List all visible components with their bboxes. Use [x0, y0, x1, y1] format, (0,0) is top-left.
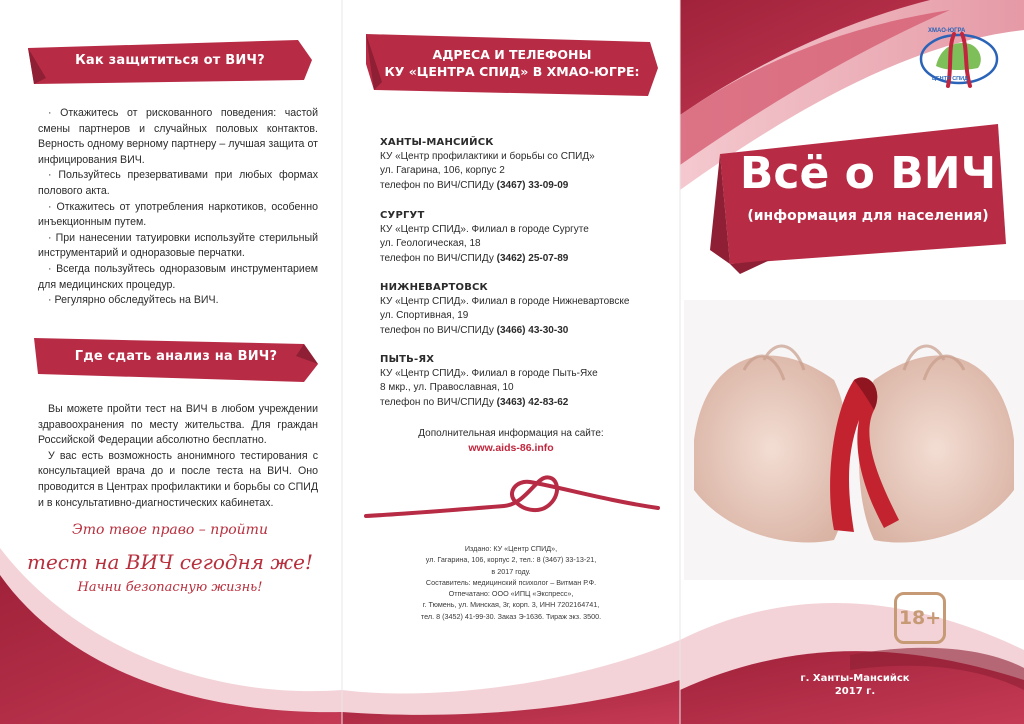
city-address: ул. Геологическая, 18: [380, 238, 481, 250]
city-block-khanty-mansiysk: [380, 136, 595, 193]
city-phone-line: [380, 324, 629, 338]
city-org: КУ «Центр СПИД». Филиал в городе Нижневартовске: [380, 296, 630, 308]
phone-label: телефон по ВИЧ/СПИДу: [380, 396, 494, 408]
footer-city: [770, 672, 940, 698]
cover-subtitle: (информация для населения): [747, 208, 989, 224]
city-block-surgut: [380, 209, 589, 266]
city-org: КУ «Центр профилактики и борьбы со СПИД»: [380, 151, 595, 163]
city-phone-line: [380, 252, 589, 266]
ribbon-test: [34, 334, 318, 374]
imprint-line: ул. Гагарина, 106, корпус 2, тел.: 8 (3467) 33-13-21,: [425, 555, 597, 565]
phone-number: (3466) 43-30-30: [496, 324, 569, 336]
protect-list: [38, 106, 318, 309]
protect-item: · Откажитесь от употребления наркотиков, особенно инъекционным путем.: [38, 200, 318, 229]
city-org: КУ «Центр СПИД». Филиал в городе Сургуте: [380, 224, 589, 236]
footer-city-name: г. Ханты-Мансийск: [800, 673, 910, 684]
logo-text-top: ХМАО-ЮГРА: [928, 28, 966, 34]
protect-title: Как защититься от ВИЧ?: [75, 52, 265, 68]
cover-title: Всё о ВИЧ: [739, 148, 997, 199]
panel-prevention: [0, 0, 342, 724]
hands-ribbon-illustration: [684, 300, 1024, 580]
slogan-line-3: Начни безопасную жизнь!: [77, 580, 263, 595]
ribbon-protect: [28, 40, 312, 80]
protect-item: · Пользуйтесь презервативами при любых формах полового акта.: [38, 169, 318, 197]
test-paragraph: У вас есть возможность анонимного тестирования с консультацией врача до и после теста на ВИЧ. Оно проводится в Центрах профилактики и борьбы со СПИД и в консультативно-диагностических кабинетах.: [38, 449, 318, 509]
title-banner: [710, 124, 1010, 274]
ribbon-addresses: [366, 34, 658, 98]
phone-number: (3463) 42-83-62: [496, 396, 569, 408]
footer-year: 2017 г.: [834, 686, 876, 697]
imprint-line: Издано: КУ «Центр СПИД»,: [464, 544, 558, 553]
slogan-line-2: тест на ВИЧ сегодня же!: [27, 550, 313, 574]
protect-item: · Всегда пользуйтесь одноразовым инструментарием для медицинских процедур.: [38, 262, 318, 291]
logo-emblem-icon: [918, 26, 1000, 92]
imprint-line: Составитель: медицинский психолог – Витман Р.Ф.: [425, 577, 597, 587]
city-block-pyt-yakh: [380, 353, 598, 410]
city-name: ХАНТЫ-МАНСИЙСК: [380, 137, 494, 148]
city-address: ул. Гагарина, 106, корпус 2: [380, 165, 505, 177]
phone-label: телефон по ВИЧ/СПИДу: [380, 179, 494, 191]
ribbon-squiggle-icon: [364, 470, 660, 526]
protect-item: · Регулярно обследуйтесь на ВИЧ.: [48, 294, 219, 307]
addresses-title-line-2: КУ «ЦЕНТРА СПИД» В ХМАО-ЮГРЕ:: [384, 64, 640, 79]
city-address: 8 мкр., ул. Православная, 10: [380, 382, 514, 394]
imprint-line: г. Тюмень, ул. Минская, 3г, корп. 3, ИНН 7202164741,: [422, 600, 600, 610]
age-rating-badge: 18+: [894, 592, 946, 644]
phone-number: (3467) 33-09-09: [496, 179, 569, 191]
phone-label: телефон по ВИЧ/СПИДу: [380, 252, 494, 264]
city-phone-line: [380, 396, 598, 410]
city-name: НИЖНЕВАРТОВСК: [380, 282, 488, 293]
test-title: Где сдать анализ на ВИЧ?: [74, 348, 278, 364]
website-link[interactable]: www.aids-86.info: [468, 442, 554, 454]
city-org: КУ «Центр СПИД». Филиал в городе Пыть-Яхе: [380, 368, 598, 380]
city-name: ПЫТЬ-ЯХ: [380, 354, 435, 365]
imprint-line: в 2017 году.: [491, 566, 531, 576]
panel-contacts: [342, 0, 680, 724]
city-block-nizhnevartovsk: [380, 281, 629, 338]
imprint-line: Отпечатано: ООО «ИПЦ «Экспресс»,: [448, 589, 574, 599]
imprint: [342, 543, 680, 622]
slogan-line-1: Это твое право – пройти: [72, 522, 268, 538]
city-name: СУРГУТ: [380, 210, 425, 221]
more-info-label: Дополнительная информация на сайте:: [418, 428, 604, 439]
phone-label: телефон по ВИЧ/СПИДу: [380, 324, 494, 336]
protect-item: · Откажитесь от рискованного поведения: частой смены партнеров и случайных половых контактов. Верность одному верному партнеру – лучшая защита от инфицирования ВИЧ.: [38, 107, 318, 166]
aids-center-logo: [918, 26, 1000, 92]
protect-item: · При нанесении татуировки используйте стерильный инструментарий и одноразовые перчатки.: [38, 231, 318, 260]
panel-cover: [680, 0, 1024, 724]
test-text: [38, 402, 318, 511]
city-address: ул. Спортивная, 19: [380, 310, 469, 322]
logo-text-bottom: ЦЕНТР СПИД: [932, 76, 969, 82]
phone-number: (3462) 25-07-89: [496, 252, 569, 264]
city-phone-line: [380, 179, 595, 193]
addresses-title-line-1: АДРЕСА И ТЕЛЕФОНЫ: [432, 47, 592, 62]
imprint-line: тел. 8 (3452) 41-99-30. Заказ Э-1636. Тираж экз. 3500.: [420, 611, 602, 621]
test-paragraph: Вы можете пройти тест на ВИЧ в любом учреждении здравоохранения по месту жительства. Для граждан Российской Федерации абсолютно бесплатно.: [38, 403, 318, 447]
